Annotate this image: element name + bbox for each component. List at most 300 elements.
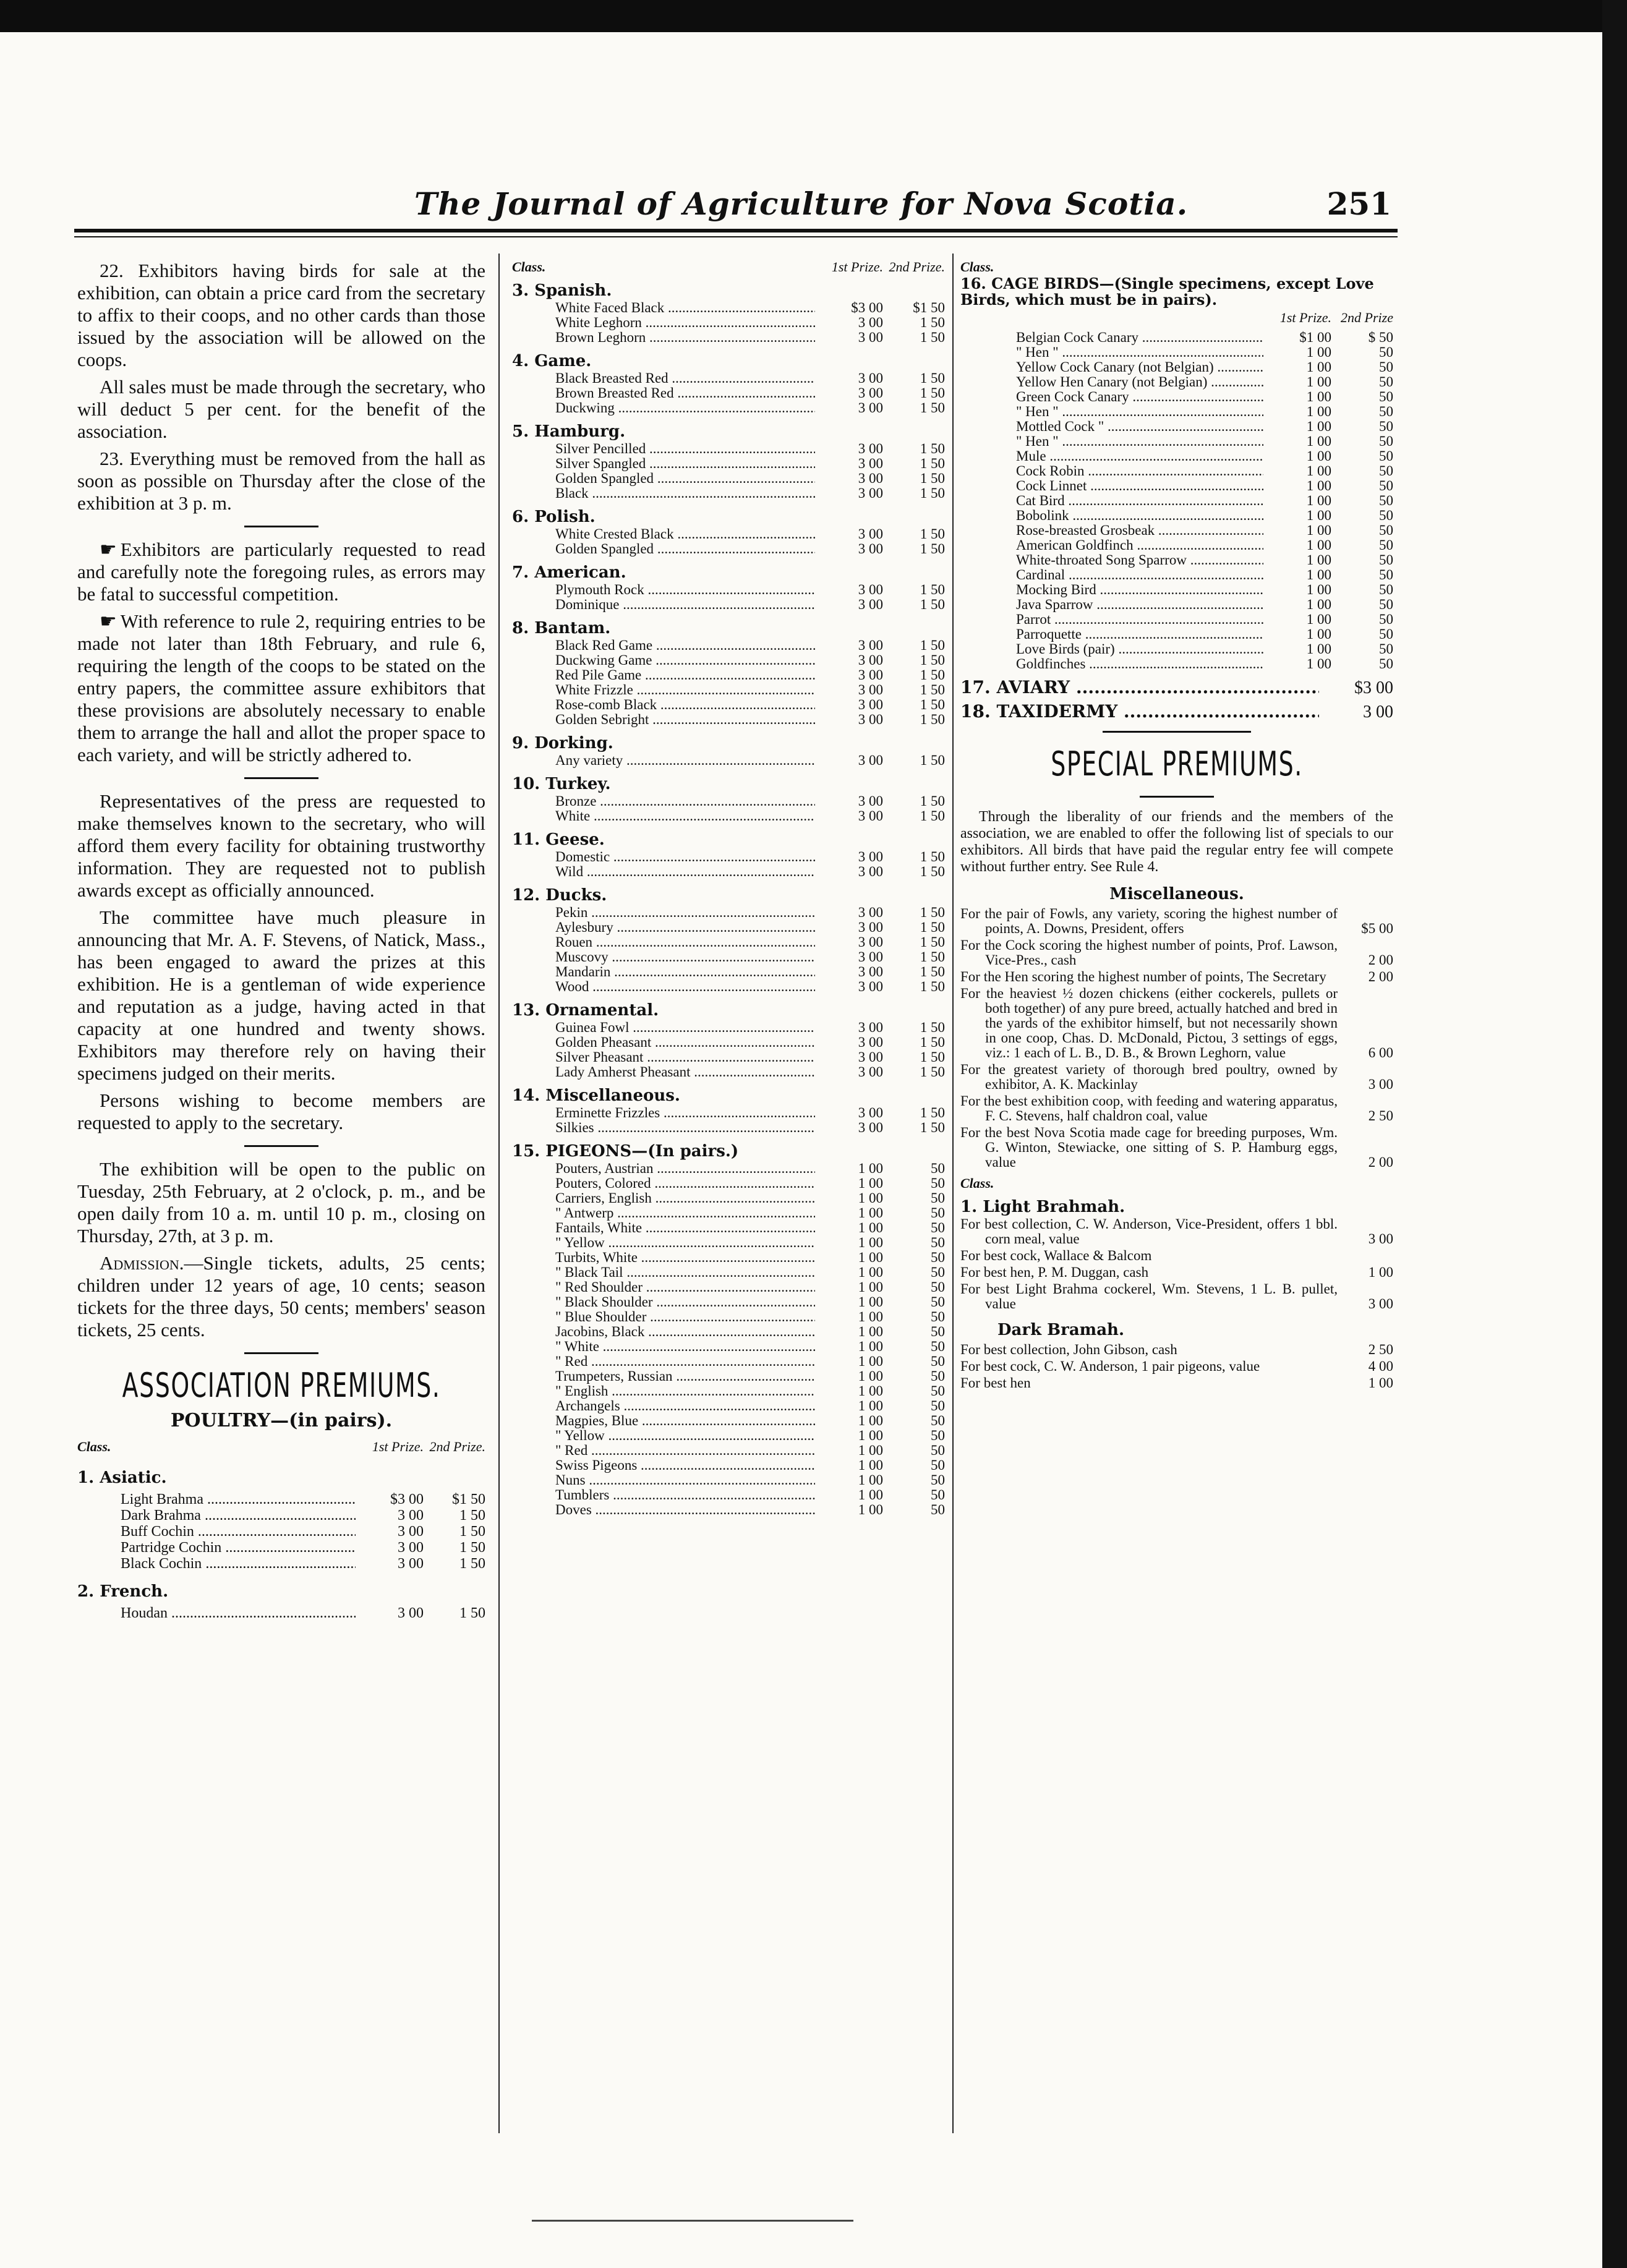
bird-name: White-throated Song Sparrow ..... [960,553,1263,568]
first-prize: 1 00 [858,1472,883,1488]
bird-name: Belgian Cock Canary ..... [960,330,1263,345]
bird-name: Bobolink ..... [960,508,1263,523]
breed-name: White ..... [512,809,815,824]
second-prize: 50 [1379,344,1393,360]
breed-name: Silver Pencilled ..... [512,441,815,456]
prize-row [960,419,1393,434]
second-prize: 1 50 [920,400,945,416]
divider [244,777,318,779]
second-prize: 1 50 [920,864,945,879]
premium-text: For best cock, C. W. Anderson, 1 pair pigeons, value [960,1358,1260,1374]
prize-row [512,1295,945,1310]
breed-name: Black Red Game ..... [512,638,815,653]
section-title: 12. Ducks. [512,886,607,905]
scan-right-border [1602,0,1627,2268]
first-prize: 3 00 [398,1556,424,1572]
bird-name: Goldfinches ..... [960,657,1263,671]
prize-row [512,979,945,994]
prize-row [512,1369,945,1384]
first-prize: 3 00 [398,1540,424,1556]
first-prize: 1 00 [1306,641,1331,657]
rule-23: 23. Everything must be removed from the hall as soon as possible on Thursday after the close of the exhibition at 3 p. m. [77,448,485,514]
premium-text: For best collection, John Gibson, cash [960,1342,1177,1357]
judge-announcement: The committee have much pleasure in announcing that Mr. A. F. Stevens, of Natick, Mass., has been engaged to award the prizes at this exhibition. He is a gentleman of wide experience and reputation as a judge, having acted in that capacity at one hundred and twenty shows. Exhibitors may therefore rely on having their specimens judged on their merits. [77,906,485,1084]
class-label: Class. [960,1175,994,1191]
second-prize: 50 [931,1383,945,1399]
first-prize: 1 00 [858,1235,883,1250]
first-prize: 1 00 [858,1457,883,1473]
bird-name: Mocking Bird ..... [960,582,1263,597]
section-title: 6. Polish. [512,508,596,526]
second-prize: 1 50 [920,1034,945,1050]
breed-name: " Yellow ..... [512,1235,815,1250]
breed-name: Light Brahma ..... [77,1491,356,1507]
bird-name: " Hen " ..... [960,434,1263,449]
breed-name: Duckwing Game ..... [512,653,815,668]
divider [1103,731,1251,733]
second-prize: 1 50 [920,919,945,935]
second-prize: 1 50 [920,456,945,471]
breed-name: Tumblers ..... [512,1488,815,1503]
page-number: 251 [1326,185,1391,222]
second-prize: 1 50 [459,1507,485,1524]
second-prize: 50 [1379,463,1393,479]
first-prize: 3 00 [858,400,883,416]
premium-item [960,1282,1393,1311]
prize-row [512,1488,945,1503]
first-prize: 1 00 [858,1309,883,1324]
second-prize: $1 50 [452,1491,485,1507]
press-notice: Representatives of the press are requested to make themselves known to the secretary, who will afford them every facility for obtaining trustworthy information. They are requested not to publish awards except as officially announced. [77,790,485,901]
prize-row [512,1399,945,1413]
prize-row [512,301,945,315]
prize-row [512,697,945,712]
second-prize: 1 50 [920,485,945,501]
breed-name: Red Pile Game ..... [512,668,815,683]
membership-notice: Persons wishing to become members are requested to apply to the secretary. [77,1089,485,1133]
pointing-hand-icon: ☛ [100,539,117,561]
second-prize: 1 50 [920,949,945,965]
section-title: 2. French. [77,1582,169,1601]
breed-name: Carriers, English ..... [512,1191,815,1206]
second-prize: 50 [931,1487,945,1503]
breed-name: Silver Spangled ..... [512,456,815,471]
breed-name: Golden Spangled ..... [512,542,815,556]
premium-item [960,1125,1393,1170]
section-title: 3. Spanish. [512,281,612,300]
prize-row [512,1280,945,1295]
premium-text: For the greatest variety of thorough bred poultry, owned by exhibitor, A. K. Mackinlay [960,1062,1338,1092]
premium-text: For best Light Brahma cockerel, Wm. Stevens, 1 L. B. pullet, value [960,1281,1338,1311]
prize-row [512,456,945,471]
second-prize: 1 50 [920,752,945,768]
second-prize: 1 50 [920,1064,945,1080]
first-prize: 3 00 [858,964,883,979]
column-middle [512,260,945,1517]
premium-text: For best collection, C. W. Anderson, Vice-President, offers 1 bbl. corn meal, value [960,1216,1338,1247]
second-prize: 1 50 [920,526,945,542]
prize-row [512,1191,945,1206]
second-prize: 50 [931,1190,945,1206]
premium-value: 3 00 [1368,1296,1393,1311]
first-prize: 3 00 [858,471,883,486]
breed-name: Partridge Cochin ..... [77,1540,356,1556]
premium-value: 2 00 [1368,952,1393,968]
bird-name: " Hen " ..... [960,345,1263,360]
breed-name: Rouen ..... [512,935,815,950]
divider [244,1352,318,1354]
first-prize: 1 00 [1306,656,1331,671]
first-prize: 1 00 [1306,612,1331,627]
second-prize-label: 2nd Prize. [889,259,945,275]
prize-row [77,1524,485,1540]
second-prize: 1 50 [920,330,945,345]
prize-row [512,527,945,542]
second-prize: 1 50 [459,1524,485,1540]
first-prize: 1 00 [858,1294,883,1310]
bird-name: Cock Linnet ..... [960,479,1263,493]
prize-row [77,1507,485,1524]
prize-row [512,1384,945,1399]
prize-row [512,712,945,727]
second-prize: 1 50 [920,808,945,824]
first-prize: 1 00 [1306,433,1331,449]
scan-top-border [0,0,1627,32]
section-title: 13. Ornamental. [512,1001,659,1020]
first-prize: 1 00 [1306,344,1331,360]
page-header [93,185,1391,224]
second-prize: 50 [1379,567,1393,582]
divider [244,526,318,527]
premium-value: 1 00 [1368,1375,1393,1391]
breed-name: Silver Pheasant ..... [512,1050,815,1065]
prize-row [512,1503,945,1517]
first-prize: 3 00 [858,330,883,345]
prize-row [960,657,1393,671]
second-prize-label: 2nd Prize [1341,310,1393,325]
prize-row [960,597,1393,612]
prize-row [960,568,1393,582]
journal-title: The Journal of Agriculture for Nova Scotia. [414,185,1189,222]
breed-name: " Black Tail ..... [512,1265,815,1280]
first-prize: 3 00 [858,667,883,683]
section-title: 5. Hamburg. [512,422,626,441]
prize-row [512,1020,945,1035]
special-premiums-title: SPECIAL PREMIUMS. [1051,744,1303,783]
prize-row [512,965,945,979]
breed-name: Plymouth Rock ..... [512,582,815,597]
premium-item [960,1248,1393,1263]
prize-row [960,434,1393,449]
prize-row [512,486,945,501]
first-prize-label: 1st Prize. [1279,310,1331,325]
first-prize: 1 00 [858,1279,883,1295]
second-prize: 1 50 [920,370,945,386]
first-prize: 1 00 [1306,493,1331,508]
breed-name: Black Cochin ..... [77,1556,356,1572]
first-prize: 1 00 [858,1220,883,1235]
breed-name: White Leghorn ..... [512,315,815,330]
second-prize: 50 [931,1339,945,1354]
first-prize: 3 00 [858,697,883,712]
prize-row [512,1413,945,1428]
breed-name: Buff Cochin ..... [77,1524,356,1540]
second-prize: 1 50 [920,934,945,950]
breed-name: " Red ..... [512,1354,815,1369]
second-prize: 50 [931,1279,945,1295]
breed-name: Doves ..... [512,1503,815,1517]
first-prize: 3 00 [858,1020,883,1035]
first-prize: 3 00 [858,793,883,809]
premium-value: 3 00 [1368,1076,1393,1092]
opening-hours: The exhibition will be open to the public on Tuesday, 25th February, at 2 o'clock, p. m., and be open daily from 10 a. m. until 10 p. m., closing on Thursday, 27th, at 3 p. m. [77,1158,485,1247]
premium-item [960,1094,1393,1123]
first-prize: 1 00 [858,1487,883,1503]
poultry-sections [512,283,945,1517]
section-title: 14. Miscellaneous. [512,1086,680,1105]
first-prize: 1 00 [858,1368,883,1384]
second-prize: 1 50 [920,793,945,809]
first-prize: 1 00 [1306,508,1331,523]
prize-row [512,371,945,386]
class-label: Class. [77,1439,111,1454]
second-prize: 1 50 [920,1020,945,1035]
breed-name: " Blue Shoulder ..... [512,1310,815,1324]
bird-name: Java Sparrow ..... [960,597,1263,612]
second-prize: 1 50 [459,1540,485,1556]
second-prize: 50 [931,1324,945,1339]
second-prize: 50 [1379,656,1393,671]
prize-row [77,1540,485,1556]
first-prize: 3 00 [858,712,883,727]
first-prize: 1 00 [858,1443,883,1458]
premium-text: For the best Nova Scotia made cage for breeding purposes, Wm. G. Winton, Stewiacke, one sitting of S. P. Hamburg eggs, value [960,1125,1338,1170]
light-brahmah-list [960,1217,1393,1311]
premium-item [960,1376,1393,1391]
header-rule [74,229,1398,232]
first-prize: 1 00 [858,1383,883,1399]
prize-row [512,935,945,950]
prize-row [512,683,945,697]
first-prize: 3 00 [858,1120,883,1135]
breed-name: Rose-comb Black ..... [512,697,815,712]
breed-name: Black ..... [512,486,815,501]
second-prize-label: 2nd Prize. [429,1439,485,1454]
premium-text: For the best exhibition coop, with feeding and watering apparatus, F. C. Stevens, half chaldron coal, value [960,1093,1338,1123]
first-prize: 3 00 [858,370,883,386]
second-prize: 50 [931,1457,945,1473]
breed-name: " Yellow ..... [512,1428,815,1443]
first-prize: 3 00 [858,1034,883,1050]
prize-row [960,612,1393,627]
second-prize: $ 50 [1368,330,1393,345]
prize-row [512,1065,945,1080]
aviary-prize: $3 00 [1354,678,1393,697]
first-prize: 3 00 [858,315,883,330]
bird-name: Mottled Cock " ..... [960,419,1263,434]
second-prize: 50 [931,1368,945,1384]
second-prize: 1 50 [920,471,945,486]
second-prize: 50 [931,1443,945,1458]
breed-name: " Red Shoulder ..... [512,1280,815,1295]
prize-row [960,642,1393,657]
prize-row [960,479,1393,493]
breed-name: Brown Breasted Red ..... [512,386,815,401]
breed-name: Wild ..... [512,864,815,879]
breed-name: " Black Shoulder ..... [512,1295,815,1310]
first-prize: $3 00 [851,300,883,315]
section-title: 15. PIGEONS—(In pairs.) [512,1142,739,1161]
prize-row [512,864,945,879]
first-prize: 1 00 [1306,448,1331,464]
first-prize: 1 00 [858,1398,883,1413]
poultry-sections [77,1467,485,1621]
breed-name: Black Breasted Red ..... [512,371,815,386]
second-prize: 50 [1379,552,1393,568]
prize-row [960,375,1393,390]
admission-text: —Single tickets, adults, 25 cents; children under 12 years of age, 10 cents; season tickets for the three days, 50 cents; members' season tickets, 25 cents. [77,1252,485,1341]
second-prize: 50 [931,1472,945,1488]
prize-row [960,523,1393,538]
first-prize: 3 00 [858,441,883,456]
prize-row [512,315,945,330]
breed-name: Lady Amherst Pheasant ..... [512,1065,815,1080]
prize-row [512,920,945,935]
class-label: Class. [960,259,994,275]
first-prize: 1 00 [858,1339,883,1354]
second-prize: 50 [1379,522,1393,538]
second-prize: 1 50 [920,1120,945,1135]
first-prize: 1 00 [1306,597,1331,612]
second-prize: 1 50 [920,1105,945,1120]
second-prize: 1 50 [920,385,945,401]
prize-row [512,330,945,345]
first-prize: 3 00 [858,1049,883,1065]
admission-prices [77,1252,485,1341]
second-prize: 50 [1379,626,1393,642]
column-divider [498,254,500,2133]
column-right [960,260,1393,1392]
prize-row [512,1050,945,1065]
class-label: Class. [512,259,546,275]
breed-name: Any variety ..... [512,753,815,768]
prize-row [960,449,1393,464]
second-prize: 1 50 [920,441,945,456]
first-prize: $3 00 [390,1491,424,1507]
prize-row [512,1310,945,1324]
first-prize: 3 00 [858,808,883,824]
second-prize: 50 [1379,582,1393,597]
second-prize: 1 50 [920,964,945,979]
section-title: 10. Turkey. [512,775,611,793]
prize-row [512,1324,945,1339]
first-prize: 1 00 [1306,404,1331,419]
first-prize: 3 00 [858,456,883,471]
second-prize: 1 50 [920,979,945,994]
premium-item [960,938,1393,968]
divider [244,1145,318,1147]
prize-row [512,597,945,612]
first-prize: 1 00 [858,1354,883,1369]
second-prize: 50 [931,1294,945,1310]
first-prize: 3 00 [858,485,883,501]
prize-row [512,1250,945,1265]
prize-row [77,1605,485,1621]
breed-name: Swiss Pigeons ..... [512,1458,815,1473]
breed-name: Pouters, Colored ..... [512,1176,815,1191]
bird-name: Love Birds (pair) ..... [960,642,1263,657]
prize-row [512,850,945,864]
first-prize: 1 00 [858,1175,883,1191]
premium-item [960,986,1393,1060]
premium-text: For the pair of Fowls, any variety, scoring the highest number of points, A. Downs, President, offers [960,906,1338,936]
prize-row [512,1120,945,1135]
prize-row [960,508,1393,523]
first-prize: $1 00 [1299,330,1331,345]
section-title: 4. Game. [512,352,592,370]
breed-name: Dark Brahma ..... [77,1507,356,1524]
bird-name: Cat Bird ..... [960,493,1263,508]
prize-row [960,582,1393,597]
second-prize: 50 [1379,433,1393,449]
notice-errors [77,539,485,605]
breed-name: Golden Spangled ..... [512,471,815,486]
bird-name: Cardinal ..... [960,568,1263,582]
breed-name: Houdan ..... [77,1605,356,1621]
poultry-title: POULTRY—(in pairs). [170,1410,393,1431]
prize-row [512,582,945,597]
premium-value: 3 00 [1368,1231,1393,1247]
first-prize: 1 00 [1306,359,1331,375]
breed-name: Domestic ..... [512,850,815,864]
premium-item [960,1265,1393,1280]
first-prize: 3 00 [858,652,883,668]
second-prize: 1 50 [920,667,945,683]
prize-row [512,1473,945,1488]
premium-value: 2 00 [1368,1154,1393,1170]
first-prize: 1 00 [1306,552,1331,568]
premium-item [960,906,1393,936]
breed-name: Golden Pheasant ..... [512,1035,815,1050]
breed-name: Aylesbury ..... [512,920,815,935]
notice-errors-text: Exhibitors are particularly requested to read and carefully note the foregoing rules, as errors may be fatal to successful competition. [77,539,485,605]
first-prize: 1 00 [1306,582,1331,597]
breed-name: Archangels ..... [512,1399,815,1413]
prize-row [512,1221,945,1235]
breed-name: Turbits, White ..... [512,1250,815,1265]
premium-item [960,970,1393,984]
second-prize: $1 50 [913,300,945,315]
prize-row [512,1354,945,1369]
first-prize: 3 00 [858,864,883,879]
taxidermy-label: 18. TAXIDERMY ..... [960,704,1319,719]
premium-value: 6 00 [1368,1045,1393,1060]
pointing-hand-icon: ☛ [100,610,117,633]
notice-entries [77,610,485,766]
light-brahmah-title: 1. Light Brahmah. [960,1198,1125,1216]
breed-name: Fantails, White ..... [512,1221,815,1235]
prize-row [512,471,945,486]
aviary-label: 17. AVIARY ..... [960,680,1319,695]
section-title: 9. Dorking. [512,734,613,752]
first-prize: 1 00 [1306,389,1331,404]
bird-name: Cock Robin ..... [960,464,1263,479]
miscellaneous-list [960,906,1393,1170]
first-prize: 1 00 [858,1428,883,1443]
second-prize: 50 [1379,508,1393,523]
prize-row [960,345,1393,360]
prize-row [960,627,1393,642]
